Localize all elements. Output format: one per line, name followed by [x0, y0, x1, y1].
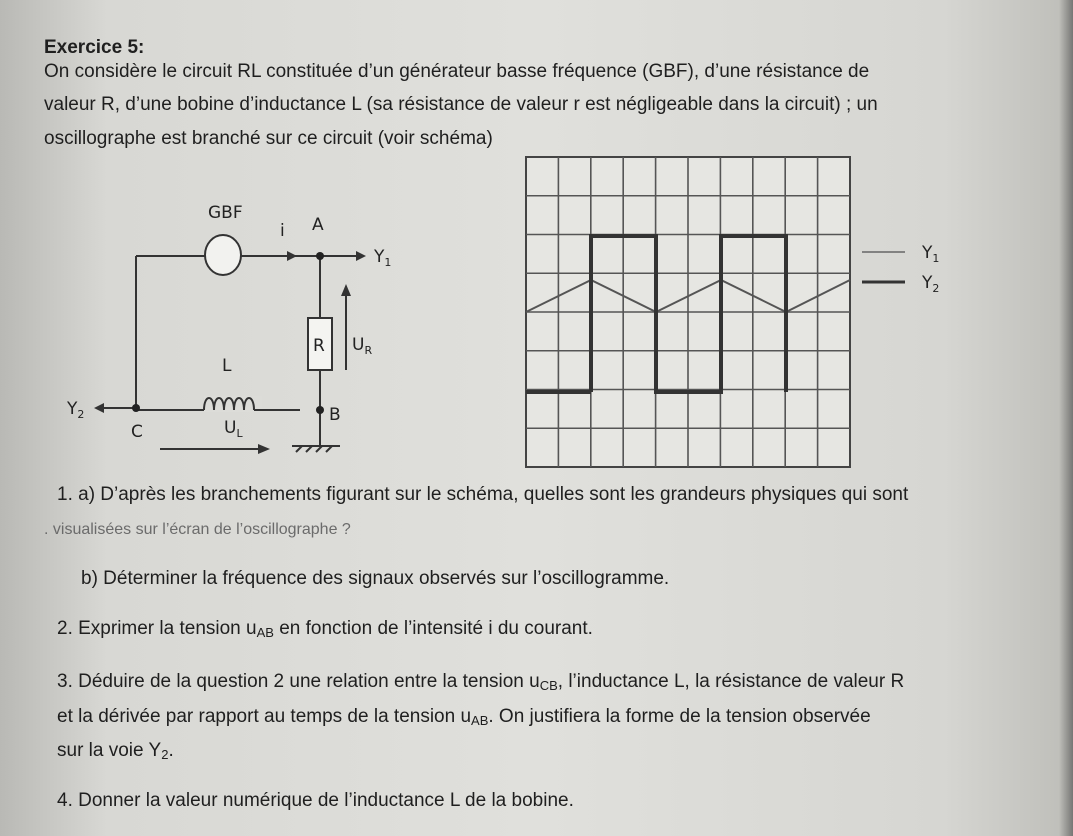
current-arrow-icon [287, 251, 297, 261]
wire-left-bottom [136, 256, 300, 410]
gbf-label: GBF [208, 203, 243, 223]
probe-y1-label: $Y_1$ [374, 247, 392, 269]
question-2: 2. Exprimer la tension $u_{AB}$ en fonction de l’intensité i du courant. [57, 618, 593, 640]
node-a-dot [316, 252, 324, 260]
question-3-line-1: 3. Déduire de la question 2 une relation entre la tension $u_{CB}$, l’inductance L, la résistance de valeur R [57, 671, 905, 693]
voltage-ur-label: $U_R$ [352, 335, 373, 357]
question-1a-continued: . visualisées sur l’écran de l’oscillographe ? [44, 521, 351, 538]
question-3-line-2: et la dérivée par rapport au temps de la tension $u_{AB}$. On justifiera la forme de la tension observée [57, 706, 871, 728]
probe-y2-arrow-icon [94, 403, 104, 413]
question-1a: 1. a) D’après les branchements figurant sur le schéma, quelles sont les grandeurs physiques qui sont [57, 484, 909, 505]
intro-line-3: oscillographe est branché sur ce circuit (voir schéma) [44, 128, 493, 149]
resistor-label: R [313, 336, 325, 356]
intro-line-2: valeur R, d’une bobine d’inductance L (sa résistance de valeur r est négligeable dans la circuit) ; un [44, 94, 878, 115]
voltage-ul-label: $U_L$ [224, 418, 243, 440]
voltage-ul-arrow-icon [258, 444, 270, 454]
node-a-label: A [312, 215, 324, 235]
voltage-ur-arrow-icon [341, 284, 351, 296]
legend-y2-label: $Y_2$ [922, 273, 940, 295]
probe-y2-label: $Y_2$ [67, 399, 85, 421]
oscillogram [526, 157, 850, 467]
node-c-dot [132, 404, 140, 412]
node-c-label: C [131, 422, 143, 442]
question-4: 4. Donner la valeur numérique de l’inductance L de la bobine. [57, 790, 574, 811]
exercise-title: Exercice 5: [44, 37, 145, 58]
legend-y1-label: $Y_1$ [922, 243, 940, 265]
intro-line-1: On considère le circuit RL constituée d’un générateur basse fréquence (GBF), d’une résistance de [44, 61, 870, 82]
probe-y1-arrow-icon [356, 251, 366, 261]
node-b-label: B [329, 405, 341, 425]
question-3-line-3: sur la voie $Y_2$. [57, 740, 174, 762]
question-1b: b) Déterminer la fréquence des signaux observés sur l’oscillogramme. [81, 568, 670, 589]
inductor-label: L [222, 356, 232, 376]
node-b-dot [316, 406, 324, 414]
current-label: i [280, 221, 285, 241]
gbf-generator [205, 235, 241, 275]
